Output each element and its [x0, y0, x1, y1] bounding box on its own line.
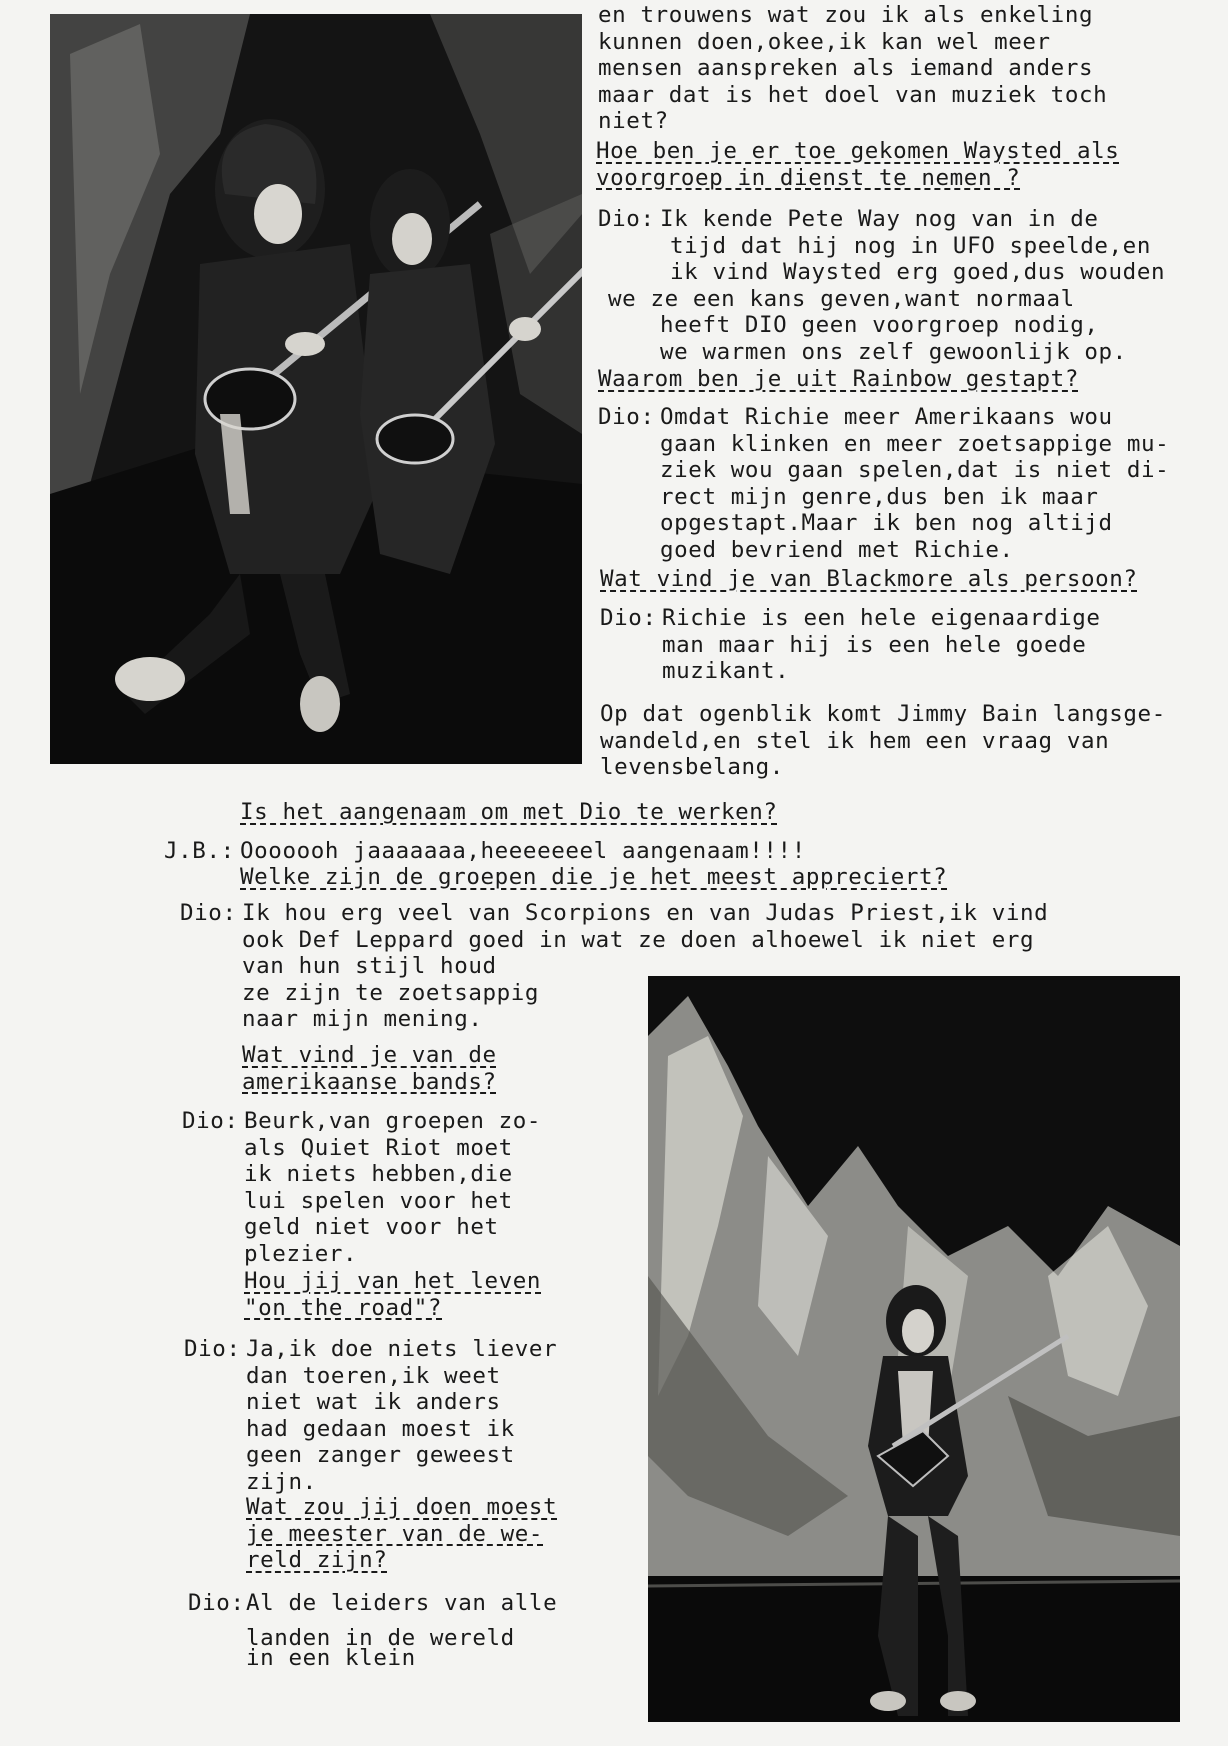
speaker-label: Dio:	[184, 1336, 241, 1362]
question-groepen: Welke zijn de groepen die je het meest appreciert?	[240, 864, 948, 890]
text-line: maar dat is het doel van muziek toch	[598, 81, 1108, 108]
question-amerikaanse-bands: Wat vind je van de amerikaanse bands?	[242, 1042, 497, 1095]
speaker-label: J.B.:	[164, 838, 235, 864]
intro-paragraph	[598, 2, 1107, 135]
answer-amerikaanse-bands: Dio: Beurk,van groepen zo- als Quiet Riot moet ik niets hebben,die lui spelen voor het geld niet voor het plezier.	[182, 1108, 542, 1267]
question-blackmore: Wat vind je van Blackmore als persoon?	[600, 566, 1138, 592]
answer-waysted: Dio: Ik kende Pete Way nog van in de tijd dat hij nog in UFO speelde,en ik vind Waysted erg goed,dus wouden we ze een kans geven,want normaal heeft DIO geen voorgroep nodig, we warmen ons zelf gewoonlijk op.	[598, 206, 1166, 365]
question-rainbow: Waarom ben je uit Rainbow gestapt?	[598, 366, 1079, 392]
question-aangenaam: Is het aangenaam om met Dio te werken?	[240, 799, 778, 825]
concert-photo-guitarist-mountains	[648, 976, 1180, 1722]
answer-on-the-road: Dio: Ja,ik doe niets liever dan toeren,ik weet niet wat ik anders had gedaan moest ik geen zanger geweest zijn.	[184, 1336, 558, 1495]
answer-groepen: Dio: Ik hou erg veel van Scorpions en van Judas Priest,ik vind ook Def Leppard goed in wat ze doen alhoewel ik niet erg van hun stijl houd ze zijn te zoetsappig naar mijn mening.	[180, 900, 1049, 1032]
text-line: kunnen doen,okee,ik kan wel meer	[598, 28, 1051, 55]
text-line: mensen aanspreken als iemand anders	[598, 55, 1094, 81]
speaker-label: Dio:	[180, 900, 237, 926]
text-line: en trouwens wat zou ik als enkeling	[598, 2, 1094, 28]
question-waysted: Hoe ben je er toe gekomen Waysted als voorgroep in dienst te nemen ?	[596, 138, 1120, 191]
text-line: niet?	[598, 108, 669, 134]
answer-jimmy-bain: J.B.: Ooooooh jaaaaaaa,heeeeeeel aangenaam!!!!	[164, 838, 806, 864]
concert-photo-guitarists	[50, 14, 582, 764]
answer-rainbow: Dio: Omdat Richie meer Amerikaans wou gaan klinken en meer zoetsappige mu- ziek wou gaan spelen,dat is niet di- rect mijn genre,dus ben ik maar opgestapt.Maar ik ben nog altijd goed bevriend met Richie.	[598, 404, 1170, 563]
speaker-label: Dio:	[598, 404, 655, 430]
question-on-the-road: Hou jij van het leven "on the road"?	[244, 1268, 542, 1321]
speaker-label: Dio:	[188, 1590, 245, 1616]
answer-meester-van-de-wereld: Dio: Al de leiders van alle landen in de wereld in een klein	[188, 1590, 558, 1671]
speaker-label: Dio:	[598, 206, 655, 232]
speaker-label: Dio:	[600, 605, 657, 631]
answer-blackmore: Dio: Richie is een hele eigenaardige man maar hij is een hele goede muzikant.	[600, 605, 1101, 684]
speaker-label: Dio:	[182, 1108, 239, 1134]
question-meester-van-de-wereld: Wat zou jij doen moest je meester van de we- reld zijn?	[246, 1494, 558, 1573]
narration-paragraph: Op dat ogenblik komt Jimmy Bain langsge- wandeld,en stel ik hem een vraag van levensbelang.	[600, 701, 1166, 780]
